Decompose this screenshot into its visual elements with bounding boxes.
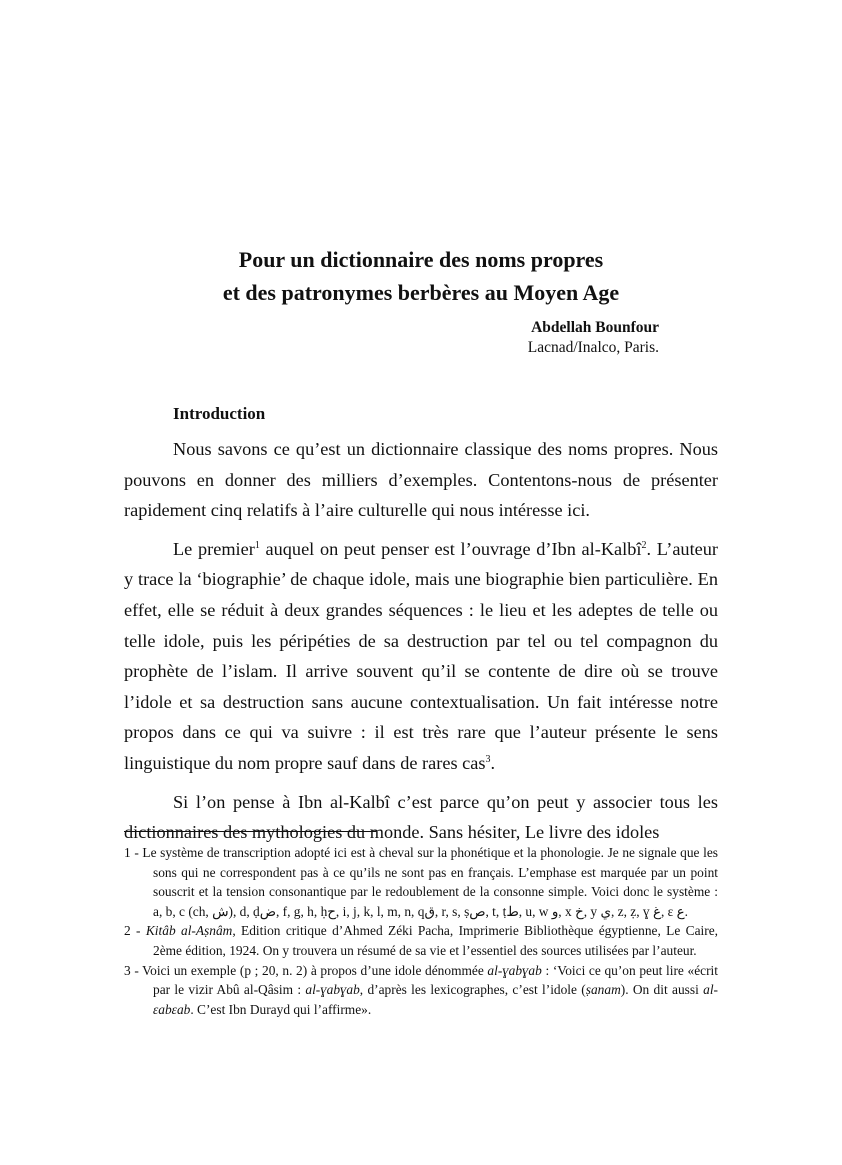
footnote-3-term-1: al-ɣabɣab — [487, 962, 542, 978]
footnote-2-text: , Edition critique d’Ahmed Zéki Pacha, Imprimerie Bibliothèque égyptienne, Le Caire, 2ème édition, 1924. On y trouvera un résumé de sa vie et l’essentiel des sources utilisées par l’auteur. — [153, 923, 718, 958]
footnote-3-text-c: , d’après les lexicographes, c’est l’idole ( — [359, 982, 586, 998]
paragraph-2-text-c: . L’auteur y trace la ‘biographie’ de chaque idole, mais une biographie bien particulière. En effet, elle se réduit à deux grandes séquences : le lieu et les adeptes de telle ou telle idole, puis les péripéties de sa destruction par tel ou tel compagnon du prophète de l’islam. Il arrive souvent qu’il se contente de dire où se trouve l’idole et sa destruction sans aucune contextualisation. Un fait intéresse notre propos dans ce qui va suivre : il est très rare que l’auteur présente le sens linguistique du nom propre sauf dans de rares cas — [124, 538, 718, 773]
paragraph-1: Nous savons ce qu’est un dictionnaire classique des noms propres. Nous pouvons en donner des milliers d’exemples. Contentons-nous de présenter rapidement cinq relatifs à l’aire culturelle qui nous intéresse ici. — [124, 439, 718, 521]
author-block — [528, 318, 659, 358]
footnote-3-term-2: al-ɣabɣab — [305, 982, 360, 998]
title-line-1: Pour un dictionnaire des noms propres — [238, 246, 604, 272]
paragraph-2-text-a: Le premier — [173, 538, 255, 559]
footnote-3-term-4: al-ɛabɛab — [153, 982, 718, 1017]
footnote-2-title: Kitâb al-Aṣnâm — [145, 923, 233, 939]
footnote-separator — [124, 831, 376, 832]
author-affiliation: Lacnad/Inalco, Paris. — [527, 339, 659, 356]
paragraph-2-text-d: . — [490, 752, 496, 773]
title-line-2: et des patronymes berbères au Moyen Age — [222, 279, 620, 305]
footnote-1: 1 - Le système de transcription adopté ici est à cheval sur la phonétique et la phonologie. Je ne signale que les sons qui ne correspondent pas à ce qu’ils ne sont pas en français. L’emphase est marquée par un point souscrit et la tension consonantique par le redoublement de la consonne simple. Voici donc le système : a, b, c (ch, ش), d, ḍض, f, g, h, ḥح, i, j, k, l, m, n, qق, r, s, ṣص, t, ṭط, u, w و, x خ, y ي, z, ẓ, ɣ غ, ɛ ع. — [124, 845, 718, 919]
footnote-ref-2[interactable]: 2 — [641, 539, 647, 551]
footnote-ref-3[interactable]: 3 — [485, 753, 491, 765]
footnote-2-number: 2 - — [124, 923, 146, 939]
footnote-2 — [124, 921, 718, 960]
footnote-ref-1[interactable]: 1 — [254, 539, 260, 551]
article-title — [0, 243, 842, 309]
footnote-3-text-a: 3 - Voici un exemple (p ; 20, n. 2) à propos d’une idole dénommée — [124, 962, 488, 978]
footnote-3-term-3: ṣanam — [585, 982, 621, 998]
paragraph-2-text-b: auquel on peut penser est l’ouvrage d’Ibn al-Kalbî — [259, 538, 642, 559]
footnote-3 — [124, 961, 718, 1020]
footnote-3-text-b: : ‘Voici ce qu’on peut lire «écrit par le vizir Abû al-Qâsim : — [153, 962, 718, 998]
author-name: Abdellah Bounfour — [531, 319, 659, 336]
body-text — [124, 434, 718, 856]
footnote-3-text-d: ). On dit aussi — [620, 982, 704, 998]
section-heading-introduction: Introduction — [173, 404, 266, 423]
paragraph-3: Si l’on pense à Ibn al-Kalbî c’est parce qu’on peut y associer tous les dictionnaires des mythologies du monde. Sans hésiter, Le livre des idoles — [124, 791, 718, 843]
footnotes — [124, 843, 718, 1019]
footnote-3-text-e: . C’est Ibn Durayd qui l’affirme». — [190, 1001, 372, 1017]
paragraph-2 — [124, 534, 718, 779]
